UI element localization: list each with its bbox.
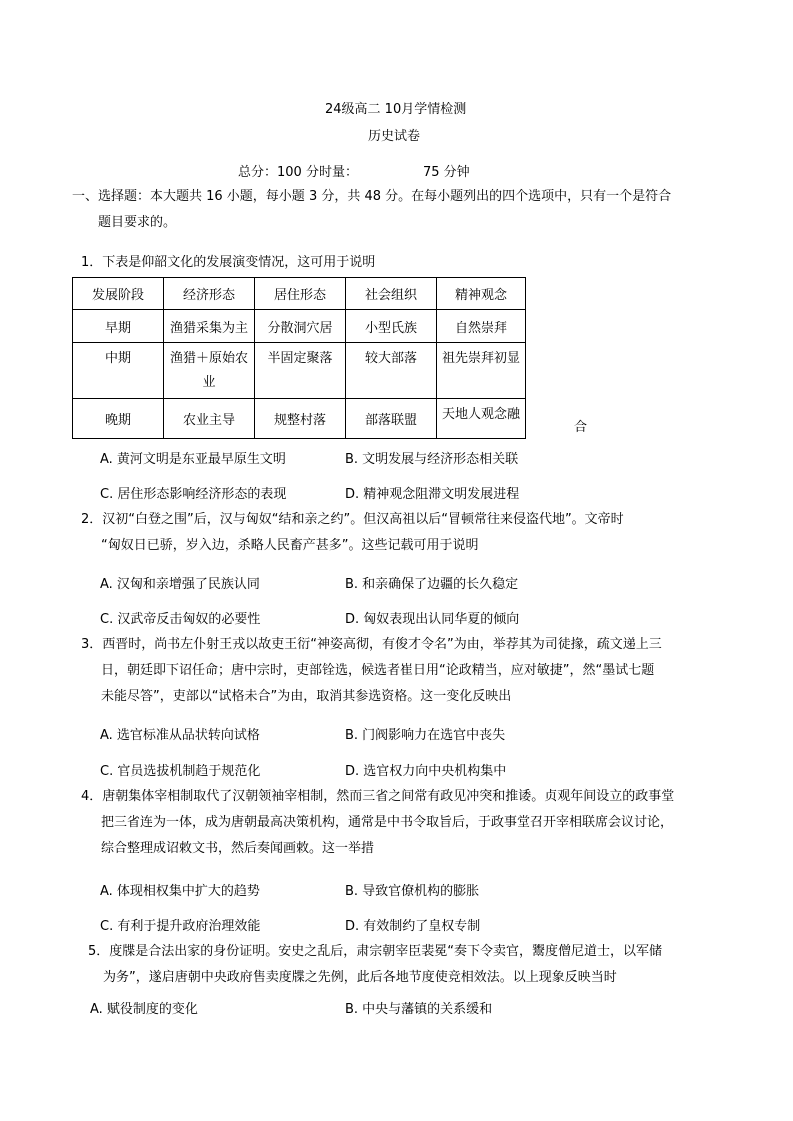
stem-line: 日，朝廷即下诏任命；唐中宗时，吏部铨选，候选者崔日用“论政精当，应对敏捷”，然“墨试七题 [101,663,655,678]
table-cell: 中期 [73,343,164,399]
table-cell: 渔猎采集为主 [164,310,255,343]
table-header: 发展阶段 [73,278,164,310]
table-cell: 部落联盟 [346,399,437,439]
table-row [73,399,526,439]
option-b: B. 门阀影响力在选官中丧失 [345,728,506,743]
stem-line: 4．唐朝集体宰相制取代了汉朝领袖宰相制，然而三省之间常有政见冲突和推诿。贞观年间设立的政事堂 [81,789,675,804]
table-cell: 天地人观念融 [437,399,526,439]
table-header: 社会组织 [346,278,437,310]
option-d: D. 匈奴表现出认同华夏的倾向 [345,612,520,627]
table-cell: 自然崇拜 [437,310,526,343]
stem-line: 3．西晋时，尚书左仆射王戎以故吏王衍“神姿高彻，有俊才令名”为由，举荐其为司徒掾，疏文递上三 [81,637,662,652]
table-header: 精神观念 [437,278,526,310]
section-instructions [72,184,671,236]
score-total: 总分：100 分时量： [238,165,358,180]
question-4-stem [81,784,674,862]
table-overflow-char: 合 [574,420,588,435]
table-cell: 分散洞穴居 [255,310,346,343]
option-c: C. 居住形态影响经济形态的表现 [100,487,287,502]
section-line: 一、选择题：本大题共 16 小题，每小题 3 分，共 48 分。在每小题列出的四个选项中，只有一个是符合 [72,189,672,204]
option-b: B. 中央与藩镇的关系缓和 [345,1002,493,1017]
option-c: C. 汉武帝反击匈奴的必要性 [100,612,261,627]
option-a: A. 体现相权集中扩大的趋势 [100,884,260,899]
option-a: A. 黄河文明是东亚最早原生文明 [100,452,286,467]
option-b: B. 文明发展与经济形态相关联 [345,452,519,467]
table-cell: 晚期 [73,399,164,439]
stem-line: “匈奴日已骄，岁入边，杀略人民畜产甚多”。这些记载可用于说明 [101,538,479,553]
section-line: 题目要求的。 [98,215,177,230]
question-1-stem: 1．下表是仰韶文化的发展演变情况，这可用于说明 [81,255,376,270]
table-header-row [73,278,526,310]
stem-line: 2．汉初“白登之围”后，汉与匈奴“结和亲之约”。但汉高祖以后“冒顿常往来侵盗代地”。文帝时 [81,512,624,527]
table-row [73,343,526,399]
table-cell: 规整村落 [255,399,346,439]
table-row [73,310,526,343]
stem-line: 综合整理成诏敕文书，然后奏闻画敕。这一举措 [101,841,375,856]
stem-line: 5．度牒是合法出家的身份证明。安史之乱后，肃宗朝宰臣裴冕“奏下令卖官，鬻度僧尼道士，以军储 [88,944,663,959]
question-2-stem [81,507,624,559]
option-c: C. 有利于提升政府治理效能 [100,919,261,934]
option-a: A. 选官标准从品状转向试格 [100,728,260,743]
option-d: D. 选官权力向中央机构集中 [345,764,507,779]
option-d: D. 有效制约了皇权专制 [345,919,481,934]
option-a: A. 赋役制度的变化 [90,1002,198,1017]
option-b: B. 导致官僚机构的膨胀 [345,884,480,899]
table-cell: 渔猎＋原始农业 [164,343,255,399]
exam-subject: 历史试卷 [368,129,421,144]
option-c: C. 官员选拔机制趋于规范化 [100,764,261,779]
q1-table [72,277,526,439]
stem-line: 未能尽答”，吏部以“试格未合”为由，取消其参选资格。这一变化反映出 [101,689,512,704]
table-cell: 早期 [73,310,164,343]
option-b: B. 和亲确保了边疆的长久稳定 [345,577,519,592]
table-header: 居住形态 [255,278,346,310]
table-cell: 小型氏族 [346,310,437,343]
question-3-stem [81,632,662,710]
table-cell: 较大部落 [346,343,437,399]
exam-title: 24级高二 10月学情检测 [325,102,467,117]
score-time: 75 分钟 [423,165,470,180]
option-d: D. 精神观念阻滞文明发展进程 [345,487,520,502]
table-cell: 祖先崇拜初显 [437,343,526,399]
table-cell: 农业主导 [164,399,255,439]
stem-line: 把三省连为一体，成为唐朝最高决策机构，通常是中书令取旨后，于政事堂召开宰相联席会议讨论， [101,815,674,830]
table-cell: 半固定聚落 [255,343,346,399]
option-a: A. 汉匈和亲增强了民族认同 [100,577,260,592]
question-5-stem [88,939,662,991]
stem-line: 为务”，遂启唐朝中央政府售卖度牒之先例，此后各地节度使竞相效法。以上现象反映当时 [103,970,617,985]
table-header: 经济形态 [164,278,255,310]
